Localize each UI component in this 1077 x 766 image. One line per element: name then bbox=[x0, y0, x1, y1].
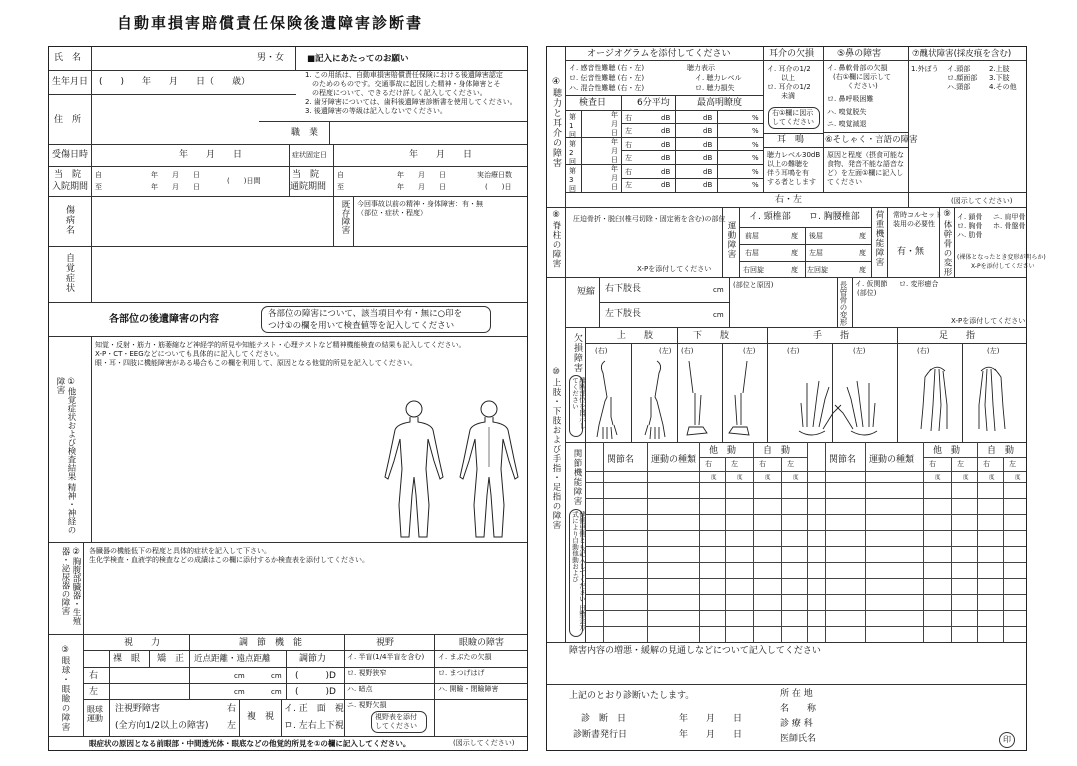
hosp-days[interactable]: ( )日間 bbox=[227, 177, 261, 185]
joint-name-header-1: 関節名 bbox=[607, 455, 635, 465]
r1-r-avg-db[interactable]: dB bbox=[661, 114, 671, 122]
institution-name-label: 名 称 bbox=[780, 704, 817, 714]
corset-label-2: 装用の必要性 bbox=[893, 220, 935, 228]
hosp-from-date[interactable]: 年 月 日 bbox=[151, 171, 200, 179]
hearing-display-1[interactable]: イ. 聴力レベル bbox=[695, 74, 742, 82]
left-panel bbox=[48, 46, 528, 751]
site-label: (部位) bbox=[857, 289, 877, 297]
ear-loss-2: 以上 bbox=[781, 74, 795, 82]
motion-label: 運動障害 bbox=[726, 221, 736, 259]
visual-field-header: 視野 bbox=[376, 638, 395, 648]
diagnosis-label: 傷病名 bbox=[64, 205, 74, 235]
eyelid-item-2[interactable]: ロ. まつげはげ bbox=[438, 669, 485, 677]
scar-item-4[interactable]: ハ.頸部 bbox=[947, 83, 971, 91]
extension-deg[interactable]: 度 bbox=[859, 232, 866, 240]
round-3: 第3回 bbox=[569, 167, 576, 193]
hearing-item-1[interactable]: イ. 感音性難聴 (右・左) bbox=[569, 64, 645, 72]
scar-item-1[interactable]: 1.外ぼう bbox=[911, 65, 939, 73]
nose-item-4[interactable]: ロ. 鼻呼吸困難 bbox=[827, 95, 874, 103]
seal-mark: 印 bbox=[999, 732, 1015, 748]
birth-field[interactable]: ( ) 年 月 日（ 歳） bbox=[99, 77, 251, 87]
a2-r: 右 bbox=[983, 460, 990, 468]
r1-r-pct[interactable]: % bbox=[752, 114, 759, 122]
scar-item-7[interactable]: 4.その他 bbox=[989, 83, 1017, 91]
content-note-2: つけ①の欄を用いて検査値等を記入してください bbox=[268, 321, 455, 331]
r2-l-max-db[interactable]: dB bbox=[703, 154, 713, 162]
r1-year[interactable]: 年 bbox=[611, 111, 618, 119]
note-line-3: の程度について、できるだけ詳しく記入してください。 bbox=[305, 89, 487, 97]
spine-right-rot: 右回旋 bbox=[743, 266, 764, 274]
a1-l: 左 bbox=[787, 460, 794, 468]
hospital-label-2: 入院期間 bbox=[52, 182, 89, 192]
notes-title: ■記入にあたってのお願い bbox=[307, 54, 409, 64]
toes-r: (右) bbox=[917, 347, 930, 355]
right-leg-cm[interactable]: cm bbox=[713, 286, 724, 294]
spine-flexion: 前屈 bbox=[745, 232, 759, 240]
passive-header-2: 他 動 bbox=[933, 446, 961, 456]
s3-label: ③眼球・眼瞼の障害 bbox=[60, 645, 70, 732]
period-row bbox=[49, 167, 527, 197]
clinic-from-date[interactable]: 年 月 日 bbox=[397, 171, 446, 179]
vf-attach-2: してください bbox=[375, 722, 417, 730]
existing-text-1[interactable]: 今回事故以前の精神・身体障害：有・無 bbox=[357, 200, 483, 208]
tinnitus-rl[interactable]: 右・左 bbox=[775, 195, 803, 205]
chew-note-1: 原因と程度（摂食可能な bbox=[827, 151, 904, 159]
trunk-item-5[interactable]: ハ. 肋骨 bbox=[957, 231, 983, 239]
ear-loss-1[interactable]: イ. 耳介の1/2 bbox=[767, 65, 811, 73]
nose-header: ⑤鼻の障害 bbox=[837, 49, 882, 59]
lower-r: (右) bbox=[681, 347, 694, 355]
hosp-to-date[interactable]: 年 月 日 bbox=[151, 183, 200, 191]
symptom-fixed-label: 症状固定日 bbox=[292, 151, 327, 159]
illus-note-box bbox=[569, 375, 586, 437]
eye-movement-label: 眼球運動 bbox=[87, 705, 103, 723]
injury-date-row bbox=[49, 145, 527, 167]
section-8-block bbox=[547, 207, 1046, 278]
r1-l-pct[interactable]: % bbox=[752, 127, 759, 135]
a1-l-deg[interactable]: 度 bbox=[793, 475, 799, 481]
defect-label: 欠損障害 bbox=[572, 333, 582, 373]
a2-l: 左 bbox=[1009, 460, 1016, 468]
r3-l-max-db[interactable]: dB bbox=[703, 181, 713, 189]
upper-r: (右) bbox=[595, 347, 608, 355]
hearing-item-2[interactable]: ロ. 伝音性難聴 (右・左) bbox=[569, 74, 645, 82]
department-label: 診 療 科 bbox=[780, 719, 813, 729]
a2-l-deg[interactable]: 度 bbox=[1015, 475, 1021, 481]
content-title-row bbox=[49, 303, 527, 337]
ear-loss-3[interactable]: ロ. 耳介の1/2 bbox=[767, 83, 811, 91]
ear-loss-header: 耳介の欠損 bbox=[769, 49, 815, 59]
s1-label: ①他覚症状および検査結果 精神・神経の障害 bbox=[55, 377, 76, 535]
r3-r-max-db[interactable]: dB bbox=[703, 168, 713, 176]
fingers-l: (左) bbox=[853, 347, 866, 355]
note-line-4: 2. 歯牙障害については、歯科後遺障害診断書を使用してください。 bbox=[305, 98, 517, 106]
shortening-label: 短縮 bbox=[577, 287, 596, 297]
corset-label: 常時コルセット bbox=[893, 211, 942, 219]
upper-limb-header: 上 肢 bbox=[617, 331, 654, 341]
r3-l-avg-db[interactable]: dB bbox=[661, 181, 671, 189]
pseudo-joint[interactable]: イ. 仮関節 bbox=[855, 280, 888, 288]
gaze-right[interactable]: 右 bbox=[227, 704, 237, 714]
diagnosis-date-label: 診 断 日 bbox=[581, 714, 627, 724]
r1-day[interactable]: 日 bbox=[611, 129, 618, 137]
scar-header: ⑦醜状障害(採皮痕を含む) bbox=[912, 49, 1012, 59]
r2-r-max-db[interactable]: dB bbox=[703, 141, 713, 149]
location-label: 所 在 地 bbox=[780, 689, 813, 699]
chew-note-4: てください bbox=[827, 178, 862, 186]
corset-yes-no[interactable]: 有・無 bbox=[897, 247, 925, 257]
tinnitus-note-4: する者とします bbox=[767, 178, 816, 186]
hosp-from: 自 bbox=[95, 171, 102, 179]
left-rot-deg[interactable]: 度 bbox=[859, 266, 866, 274]
upper-l: (左) bbox=[659, 347, 672, 355]
r2-left: 左 bbox=[625, 154, 632, 162]
skeleton-illustrations bbox=[585, 357, 1026, 441]
chew-header: ⑥そしゃく・言語の障害 bbox=[825, 135, 918, 145]
r2-l-avg-db[interactable]: dB bbox=[661, 154, 671, 162]
right-diopter[interactable]: ( )D bbox=[295, 671, 336, 681]
certify-text: 上記のとおり診断いたします。 bbox=[569, 691, 695, 701]
round-2: 第2回 bbox=[569, 140, 576, 166]
clinic-from: 自 bbox=[337, 171, 344, 179]
r1-month[interactable]: 月 bbox=[611, 120, 618, 128]
ear-diagram-1: 右①欄に図示 bbox=[772, 109, 814, 117]
hearing-item-3[interactable]: ハ. 混合性難聴 (右・左) bbox=[569, 84, 645, 92]
s2-text-1: 各臓器の機能低下の程度と具体的症状を記入して下さい。 bbox=[89, 547, 271, 555]
round-1: 第1回 bbox=[569, 113, 576, 139]
clinic-to: 至 bbox=[337, 183, 344, 191]
s10-label: ⑩上肢・下肢および手指・足指の障害 bbox=[551, 367, 561, 530]
accommodation-header: 調 節 機 能 bbox=[239, 638, 303, 648]
p1-l-deg[interactable]: 度 bbox=[737, 475, 743, 481]
diplopia-label: 複 視 bbox=[247, 712, 275, 722]
job-label: 職 業 bbox=[291, 128, 319, 138]
existing-text-2: （部位・症状・程度） bbox=[357, 209, 427, 217]
content-note-1: 各部位の障害について、該当項目や有・無に○印を bbox=[268, 309, 463, 319]
nose-item-1[interactable]: イ. 鼻軟骨部の欠損 bbox=[827, 64, 888, 72]
vf-item-1[interactable]: イ. 半盲(1/4半盲を含む) bbox=[347, 653, 425, 661]
p2-l-deg[interactable]: 度 bbox=[963, 475, 969, 481]
section-10-block bbox=[547, 277, 1026, 643]
s1-text-1: 知覚・反射・筋力・筋萎縮など神経学的所見や知能テスト・心理テストなど精神機能検査の結果も記入してください。 bbox=[95, 341, 466, 349]
a1-r-deg[interactable]: 度 bbox=[765, 475, 771, 481]
r2-r-pct[interactable]: % bbox=[752, 141, 759, 149]
p1-r: 右 bbox=[705, 460, 712, 468]
hearing-display-label: 聴力表示 bbox=[687, 64, 715, 72]
spine-extension: 後屈 bbox=[809, 232, 823, 240]
ear-loss-4: 未満 bbox=[781, 92, 795, 100]
ear-diagram-box bbox=[768, 107, 820, 129]
issue-date-field[interactable]: 年 月 日 bbox=[679, 730, 743, 740]
tinnitus-label: 耳 鳴 bbox=[777, 135, 805, 145]
thoracolumbar-header: ロ. 胸腰椎部 bbox=[809, 212, 860, 222]
certification-block bbox=[547, 684, 1026, 750]
gender-field[interactable]: 男・女 bbox=[257, 53, 285, 63]
left-diopter[interactable]: ( )D bbox=[295, 687, 336, 697]
illus-note: 離断部位を図示してください bbox=[571, 377, 586, 429]
fingers-r: (右) bbox=[787, 347, 800, 355]
left-eye-label: 左 bbox=[89, 687, 99, 697]
r2-year[interactable]: 年 bbox=[611, 138, 618, 146]
joint-func-label: 関節機能障害 bbox=[572, 449, 582, 506]
diagnosis-date-field[interactable]: 年 月 日 bbox=[679, 714, 743, 724]
r1-l-avg-db[interactable]: dB bbox=[661, 127, 671, 135]
r2-r-avg-db[interactable]: dB bbox=[661, 141, 671, 149]
corrected-header: 矯 正 bbox=[157, 654, 185, 664]
section-2 bbox=[49, 543, 527, 635]
spine-note: 圧迫骨折・脱臼(椎弓切除・固定術を含む)の部位 bbox=[573, 215, 726, 223]
joint-note-box bbox=[569, 509, 586, 637]
r3-r-pct[interactable]: % bbox=[752, 168, 759, 176]
vf-item-3[interactable]: ハ. 暗点 bbox=[347, 685, 373, 693]
doctor-name-label: 医師氏名 bbox=[780, 734, 817, 744]
chew-note-2: 食物、発音不能な語音な bbox=[827, 160, 904, 168]
scar-diagram-note: (図示してください) bbox=[951, 197, 1013, 205]
active-header-2: 自 動 bbox=[987, 446, 1015, 456]
r3-month[interactable]: 月 bbox=[611, 174, 618, 182]
p1-l: 左 bbox=[731, 460, 738, 468]
section-4-block bbox=[547, 47, 1026, 208]
right-rot-deg[interactable]: 度 bbox=[791, 266, 798, 274]
lower-limb-header: 下 肢 bbox=[693, 331, 730, 341]
vf-item-2[interactable]: ロ. 視野狭窄 bbox=[347, 669, 387, 677]
note-line-2: のためのものです。交通事故に起因した精神・身体障害とそ bbox=[305, 80, 501, 88]
avg6-header: 6分平均 bbox=[637, 98, 670, 108]
hearing-display-2[interactable]: ロ. 聴力損失 bbox=[695, 84, 735, 92]
scar-item-5[interactable]: 2.上肢 bbox=[989, 65, 1010, 73]
s9-label: ⑨体幹骨の変形 bbox=[942, 209, 952, 277]
spine-left-bend: 左屈 bbox=[809, 249, 823, 257]
chew-note-3: ど）を左面①欄に記入し bbox=[827, 169, 904, 177]
right-leg-length: 右下肢長 bbox=[605, 284, 642, 294]
subjective-label: 自覚症状 bbox=[64, 253, 74, 293]
nose-item-5[interactable]: ハ. 嗅覚脱失 bbox=[827, 108, 867, 116]
spine-right-bend: 右屈 bbox=[745, 249, 759, 257]
a1-r: 右 bbox=[759, 460, 766, 468]
fingers-header: 手 指 bbox=[813, 331, 850, 341]
subjective-row bbox=[49, 247, 527, 303]
exam-date-header: 検査日 bbox=[579, 98, 607, 108]
a2-r-deg[interactable]: 度 bbox=[989, 475, 995, 481]
r2-day[interactable]: 日 bbox=[611, 156, 618, 164]
active-header-1: 自 動 bbox=[763, 446, 791, 456]
r1-right: 右 bbox=[625, 114, 632, 122]
birth-row bbox=[49, 71, 296, 95]
gaze-field-label: 注視野障害 bbox=[115, 704, 161, 714]
right-near-cm[interactable]: cm bbox=[234, 672, 245, 680]
p2-l: 左 bbox=[957, 460, 964, 468]
birth-label: 生年月日 bbox=[52, 77, 89, 87]
long-bone-xp: X-Pを添付してください bbox=[951, 317, 1026, 325]
hosp-to: 至 bbox=[95, 183, 102, 191]
body-outline-illustration bbox=[379, 397, 529, 542]
flexion-deg[interactable]: 度 bbox=[791, 232, 798, 240]
r3-l-pct[interactable]: % bbox=[752, 181, 759, 189]
eye-footer-diagram: (図示してください) bbox=[453, 739, 515, 747]
audiogram-note: オージオグラムを添付してください bbox=[587, 49, 731, 59]
cervical-header: イ. 頸椎部 bbox=[749, 212, 791, 222]
max-clarity-header: 最高明瞭度 bbox=[697, 98, 743, 108]
vf-item-4[interactable]: ニ. 視野欠損 bbox=[347, 701, 387, 709]
p1-r-deg[interactable]: 度 bbox=[711, 475, 717, 481]
joint-note: 健側患側とも記入してください 日整会方式により自動他動および bbox=[571, 511, 586, 631]
near-far-header: 近点距離・遠点距離 bbox=[194, 654, 271, 664]
diplopia-item-1[interactable]: イ. 正 面 視 bbox=[284, 704, 344, 714]
right-bend-deg[interactable]: 度 bbox=[791, 249, 798, 257]
eyelid-item-3[interactable]: ハ. 開瞼・閉瞼障害 bbox=[438, 685, 499, 693]
r1-l-max-db[interactable]: dB bbox=[703, 127, 713, 135]
section-3 bbox=[49, 635, 527, 750]
name-row bbox=[49, 47, 527, 71]
left-leg-cm[interactable]: cm bbox=[713, 311, 724, 319]
right-eye-label: 右 bbox=[89, 671, 99, 681]
s1-text-2: X-P・CT・EEGなどについても具体的に記入してください。 bbox=[95, 350, 284, 358]
r3-left: 左 bbox=[625, 181, 632, 189]
r2-right: 右 bbox=[625, 141, 632, 149]
gaze-left[interactable]: 左 bbox=[227, 721, 237, 731]
scar-item-6[interactable]: 3.下肢 bbox=[989, 74, 1010, 82]
site-cause: (部位と原因) bbox=[733, 281, 774, 289]
spine-left-rot: 左回旋 bbox=[807, 266, 828, 274]
trunk-item-3[interactable]: ロ. 胸骨 bbox=[957, 222, 983, 230]
actual-days-field[interactable]: ( )日 bbox=[485, 183, 512, 191]
malunion[interactable]: ロ. 変形癒合 bbox=[899, 280, 939, 288]
spine-xp-note: X-Pを添付してください bbox=[637, 265, 712, 273]
trunk-item-1[interactable]: イ. 鎖骨 bbox=[957, 213, 983, 221]
tinnitus-note-3: 伴う耳鳴を有 bbox=[767, 169, 809, 177]
note-line-5: 3. 後遺障害の等級は記入しないでください。 bbox=[305, 107, 447, 115]
name-label: 氏 名 bbox=[54, 53, 82, 63]
trunk-note-2: X-Pを添付してください bbox=[971, 263, 1035, 270]
s8-label: ⑧脊柱の障害 bbox=[551, 210, 561, 269]
clinic-to-date[interactable]: 年 月 日 bbox=[397, 183, 446, 191]
scar-item-2[interactable]: イ.頭部 bbox=[947, 65, 971, 73]
nose-item-2: (右①欄に図示して bbox=[833, 73, 892, 81]
lower-l: (左) bbox=[743, 347, 756, 355]
vision-header: 視 力 bbox=[124, 638, 161, 648]
joint-name-header-2: 関節名 bbox=[829, 455, 857, 465]
r2-l-pct[interactable]: % bbox=[752, 154, 759, 162]
eyelid-header: 眼瞼の障害 bbox=[459, 638, 505, 648]
eye-footer-note: 眼症状の原因となる前眼部・中間透光体・眼底などの他覚的所見を①の欄に記入してください。 bbox=[89, 739, 411, 748]
accom-power-header: 調節力 bbox=[299, 654, 327, 664]
s1-text-3: 眼・耳・四肢に機能障害がある場合もこの欄を利用して、原因となる他覚的所見を記入してください。 bbox=[95, 359, 417, 367]
left-leg-length: 左下肢長 bbox=[605, 309, 642, 319]
s2-label: ②胸腹部臓器・生殖器・泌尿器の障害 bbox=[60, 547, 81, 625]
r1-r-max-db[interactable]: dB bbox=[703, 114, 713, 122]
prognosis-block bbox=[547, 642, 1026, 685]
section-1 bbox=[49, 337, 527, 543]
vf-attach-1: 視野表を添付 bbox=[375, 713, 417, 721]
ear-diagram-2: してください bbox=[772, 118, 814, 126]
address-label: 住 所 bbox=[54, 115, 82, 125]
trunk-item-2[interactable]: ニ. 肩甲骨 bbox=[993, 213, 1026, 221]
prognosis-note: 障害内容の増悪・緩解の見通しなどについて記入してください bbox=[569, 646, 821, 656]
passive-header-1: 他 動 bbox=[709, 446, 737, 456]
r2-month[interactable]: 月 bbox=[611, 147, 618, 155]
vf-attach-box bbox=[371, 711, 427, 733]
long-bone-label: 長管骨の変形 bbox=[839, 281, 848, 326]
tinnitus-note-1: 聴力レベル30dB bbox=[767, 151, 821, 159]
r3-right: 右 bbox=[625, 168, 632, 176]
toes-l: (左) bbox=[987, 347, 1000, 355]
existing-label: 既存障害 bbox=[340, 200, 350, 234]
content-title: 各部位の後遺障害の内容 bbox=[109, 314, 219, 325]
motion-type-header-1: 運動の種類 bbox=[651, 455, 697, 465]
s2-text-2: 生化学検査・血液学的検査などの成績はこの欄に添付するか検査表を添付してください。 bbox=[89, 556, 369, 564]
tinnitus-note-2: 以上の難聴を bbox=[767, 160, 809, 168]
right-panel bbox=[546, 46, 1046, 751]
note-line-1: 1. この用紙は、自動車損害賠償責任保険における後遺障害認定 bbox=[305, 71, 503, 79]
injury-date-label: 受傷日時 bbox=[52, 150, 89, 160]
r3-day[interactable]: 日 bbox=[611, 183, 618, 191]
s4-label: ④聴力と耳介の障害 bbox=[551, 77, 561, 168]
form-title: 自動車損害賠償責任保険後遺障害診断書 bbox=[116, 14, 423, 32]
clinic-label-1: 当 院 bbox=[292, 170, 320, 180]
actual-days-label: 実治療日数 bbox=[477, 171, 512, 179]
symptom-fixed-field[interactable]: 年 月 日 bbox=[409, 150, 473, 160]
naked-eye-header: 裸 眼 bbox=[113, 654, 141, 664]
job-row bbox=[259, 121, 527, 145]
trunk-item-4[interactable]: ホ. 骨盤骨 bbox=[993, 222, 1026, 230]
diplopia-item-2[interactable]: ロ. 左右上下視 bbox=[284, 721, 344, 731]
diagnosis-row bbox=[49, 197, 527, 247]
p2-r-deg[interactable]: 度 bbox=[935, 475, 941, 481]
scar-item-3[interactable]: ロ.顔面部 bbox=[947, 74, 978, 82]
left-near-cm[interactable]: cm bbox=[234, 688, 245, 696]
toes-header: 足 指 bbox=[939, 331, 976, 341]
p2-r: 右 bbox=[929, 460, 936, 468]
r1-left: 左 bbox=[625, 127, 632, 135]
load-label: 荷重機能障害 bbox=[874, 210, 884, 267]
half-over-label: (全方向1/2以上の障害) bbox=[115, 721, 209, 731]
r3-year[interactable]: 年 bbox=[611, 165, 618, 173]
content-note-box bbox=[261, 306, 491, 333]
right-far-cm[interactable]: cm bbox=[271, 672, 282, 680]
nose-item-3: ください) bbox=[847, 82, 878, 90]
left-bend-deg[interactable]: 度 bbox=[859, 249, 866, 257]
issue-date-label: 診断書発行日 bbox=[573, 730, 628, 740]
trunk-note-1: (裸体となったとき変形が明らか) bbox=[957, 254, 1046, 261]
hospital-label-1: 当 院 bbox=[54, 170, 82, 180]
nose-item-6[interactable]: ニ. 嗅覚減退 bbox=[827, 120, 867, 128]
motion-type-header-2: 運動の種類 bbox=[869, 455, 915, 465]
r3-r-avg-db[interactable]: dB bbox=[661, 168, 671, 176]
injury-date-field[interactable]: 年 月 日 bbox=[179, 150, 243, 160]
left-far-cm[interactable]: cm bbox=[271, 688, 282, 696]
eyelid-item-1[interactable]: イ. まぶたの欠損 bbox=[438, 653, 492, 661]
clinic-label-2: 通院期間 bbox=[290, 182, 327, 192]
